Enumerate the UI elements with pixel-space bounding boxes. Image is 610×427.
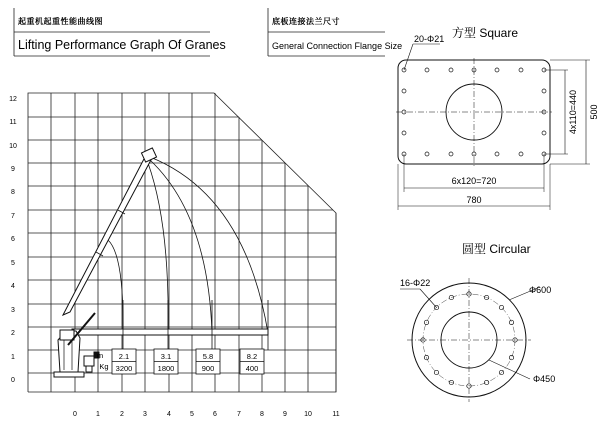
y-tick: 2 xyxy=(11,330,15,337)
x-tick: 0 xyxy=(73,411,77,418)
y-tick: 1 xyxy=(11,354,15,361)
radius-value: 8.2 xyxy=(246,352,258,361)
circular-flange xyxy=(400,241,555,402)
chart-title-en: Lifting Performance Graph Of Granes xyxy=(18,38,226,52)
square-inner-h: 6x120=720 xyxy=(451,176,497,186)
x-tick: 7 xyxy=(237,411,241,418)
x-axis-ticks xyxy=(73,411,340,418)
flange-title-en: General Connection Flange Size xyxy=(272,41,403,51)
x-tick: 3 xyxy=(143,411,147,418)
circular-outer-d: Φ600 xyxy=(529,285,552,295)
radius-value: 3.1 xyxy=(160,352,172,361)
load-cell xyxy=(112,349,136,374)
y-tick: 12 xyxy=(9,96,17,103)
y-tick: 0 xyxy=(11,377,15,384)
y-tick: 6 xyxy=(11,236,15,243)
y-tick: 3 xyxy=(11,307,15,314)
crane-illustration xyxy=(54,148,268,377)
y-tick: 10 xyxy=(9,143,17,150)
y-tick: 9 xyxy=(11,166,15,173)
circular-inner-d: Φ450 xyxy=(533,374,556,384)
x-tick: 8 xyxy=(260,411,264,418)
chart-title-cn: 起重机起重性能曲线图 xyxy=(18,16,103,26)
flange-title-box xyxy=(268,8,402,56)
y-tick: 5 xyxy=(11,260,15,267)
x-tick: 4 xyxy=(167,411,171,418)
y-axis-ticks xyxy=(9,96,17,384)
x-tick: 1 xyxy=(96,411,100,418)
square-flange xyxy=(396,25,599,210)
circular-title: 圆型 Circular xyxy=(462,242,531,256)
load-value: 3200 xyxy=(115,364,133,373)
square-hole-spec: 20-Φ21 xyxy=(414,34,445,44)
square-outer-v: 500 xyxy=(589,104,599,120)
x-tick: 6 xyxy=(213,411,217,418)
square-inner-v: 4x110=440 xyxy=(568,89,578,135)
x-tick: 9 xyxy=(283,411,287,418)
x-tick: 2 xyxy=(120,411,124,418)
radius-value: 5.8 xyxy=(202,352,214,361)
y-tick: 7 xyxy=(11,213,15,220)
load-value: 1800 xyxy=(157,364,175,373)
load-value: 900 xyxy=(201,364,215,373)
x-tick: 5 xyxy=(190,411,194,418)
load-cell xyxy=(196,349,220,374)
square-outer-h: 780 xyxy=(466,195,482,205)
square-title: 方型 Square xyxy=(452,26,519,40)
chart-title-box xyxy=(14,8,226,56)
load-cell xyxy=(240,349,264,374)
circular-hole-spec: 16-Φ22 xyxy=(400,278,431,288)
unit-kg: Kg xyxy=(99,362,109,371)
load-value: 400 xyxy=(245,364,259,373)
y-tick: 4 xyxy=(11,283,15,290)
x-tick: 11 xyxy=(332,411,340,418)
y-tick: 8 xyxy=(11,189,15,196)
flange-title-cn: 底板连接法兰尺寸 xyxy=(272,16,340,26)
unit-m: m xyxy=(96,351,104,360)
x-tick: 10 xyxy=(304,411,312,418)
load-cell xyxy=(154,349,178,374)
y-tick: 11 xyxy=(9,119,17,126)
radius-value: 2.1 xyxy=(118,352,130,361)
